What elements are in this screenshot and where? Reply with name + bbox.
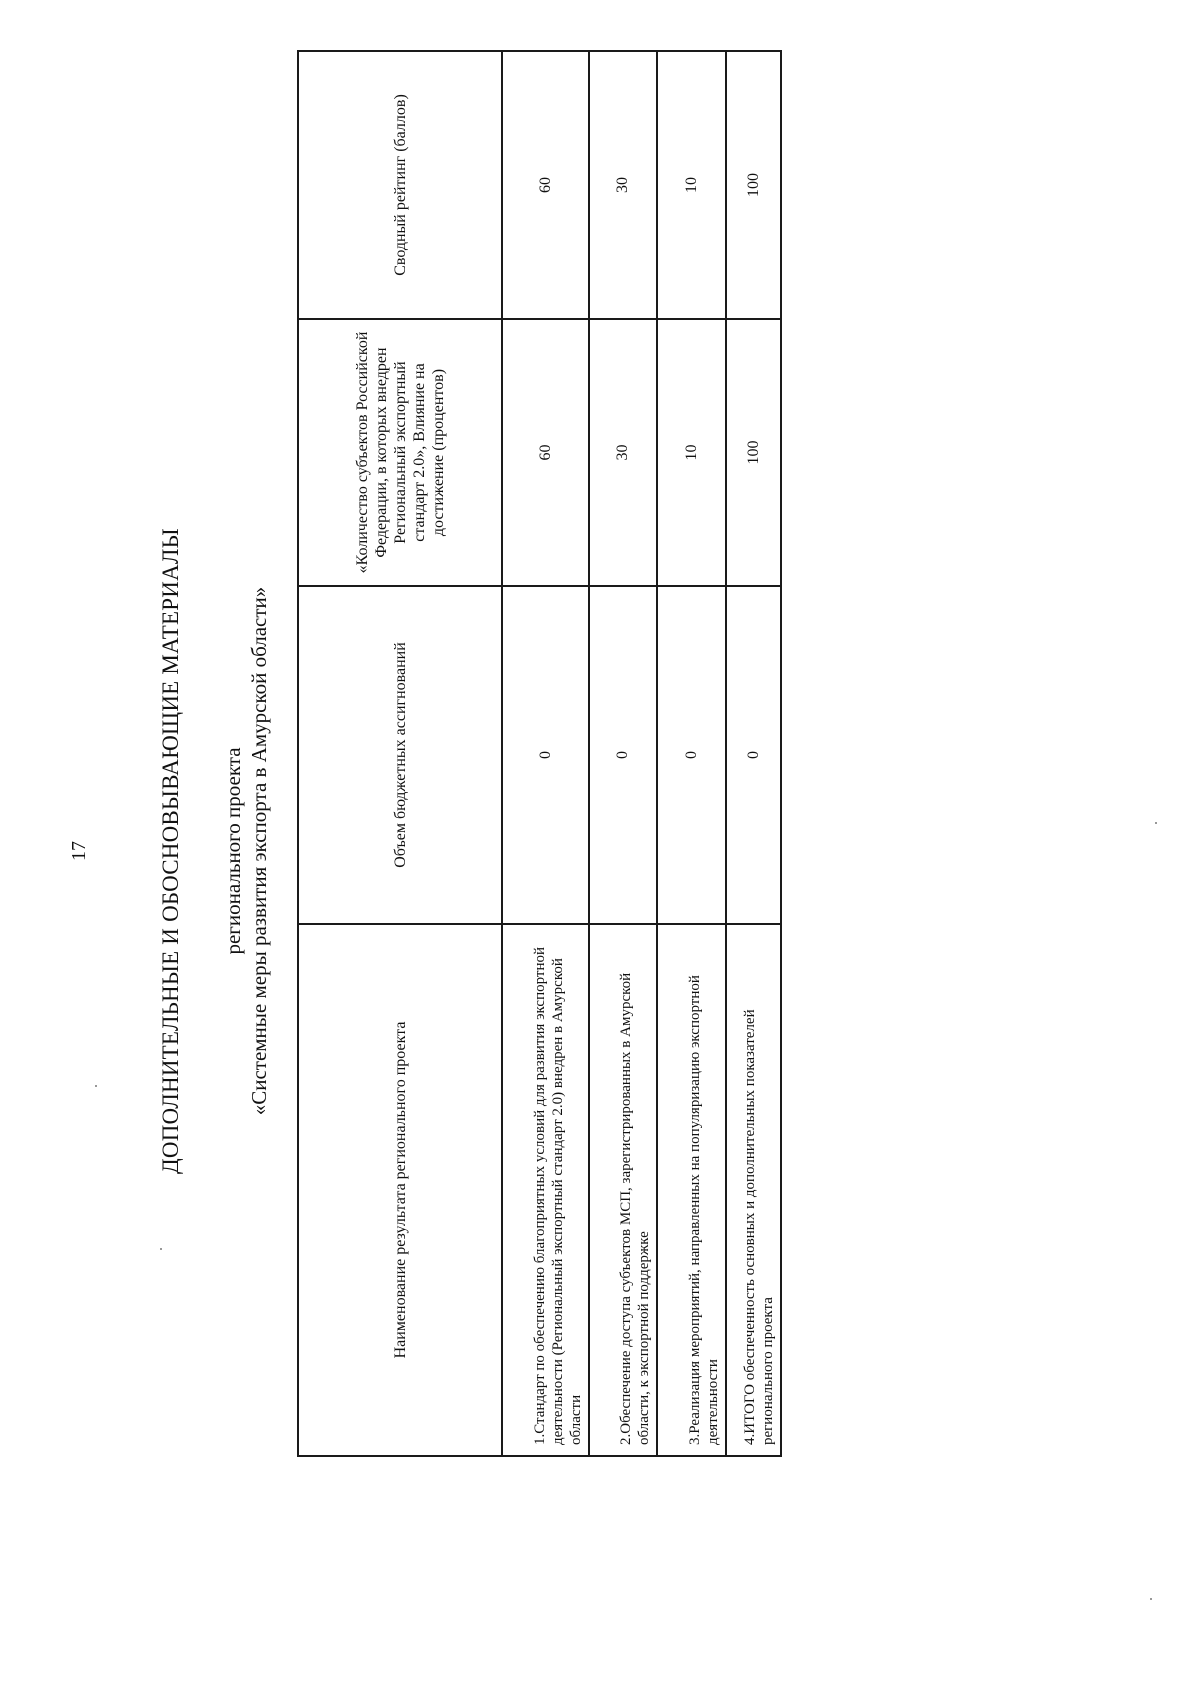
impact-cell: 100 [726, 319, 781, 586]
rating-cell: 10 [657, 51, 726, 319]
header-budget: Объем бюджетных ассигнований [298, 586, 502, 924]
impact-cell: 60 [502, 319, 589, 586]
results-table [297, 50, 782, 1457]
scan-speck [160, 1248, 162, 1250]
result-name-cell: 1.Стандарт по обеспечению благоприятных условий для развития экспортной деятельности (Региональный экспортный стандарт 2.0) внедрен в Амурской области [502, 924, 589, 1456]
rating-cell: 60 [502, 51, 589, 319]
header-rating: Сводный рейтинг (баллов) [298, 51, 502, 319]
budget-cell: 0 [657, 586, 726, 924]
document-subtitle [220, 0, 272, 1702]
impact-cell: 10 [657, 319, 726, 586]
budget-cell: 0 [502, 586, 589, 924]
rating-cell: 30 [589, 51, 657, 319]
page-number: 17 [68, 841, 90, 861]
document-title: ДОПОЛНИТЕЛЬНЫЕ И ОБОСНОВЫВАЮЩИЕ МАТЕРИАЛЫ [158, 528, 183, 1174]
table-row [726, 51, 781, 1456]
result-name-cell: 3.Реализация мероприятий, направленных на популяризацию экспортной деятельности [657, 924, 726, 1456]
table-row [502, 51, 589, 1456]
scan-speck [95, 1085, 97, 1087]
rating-cell: 100 [726, 51, 781, 319]
impact-cell: 30 [589, 319, 657, 586]
result-name-cell: 4.ИТОГО обеспеченность основных и дополнительных показателей регионального проекта [726, 924, 781, 1456]
header-impact: «Количество субъектов Российской Федерации, в которых внедрен Региональный экспортный стандарт 2.0», Влияние на достижение (процентов) [298, 319, 502, 586]
scan-speck [1150, 1598, 1152, 1600]
budget-cell: 0 [589, 586, 657, 924]
table-header-row [298, 51, 502, 1456]
subtitle-line-2: «Системные меры развития экспорта в Амурской области» [247, 586, 271, 1116]
subtitle-line-1: регионального проекта [221, 747, 245, 955]
header-result-name: Наименование результата регионального проекта [298, 924, 502, 1456]
scan-speck [1155, 822, 1157, 824]
result-name-cell: 2.Обеспечение доступа субъектов МСП, зарегистрированных в Амурской области, к экспортной поддержке [589, 924, 657, 1456]
table-row [589, 51, 657, 1456]
title-block [158, 0, 272, 1702]
table-row [657, 51, 726, 1456]
budget-cell: 0 [726, 586, 781, 924]
